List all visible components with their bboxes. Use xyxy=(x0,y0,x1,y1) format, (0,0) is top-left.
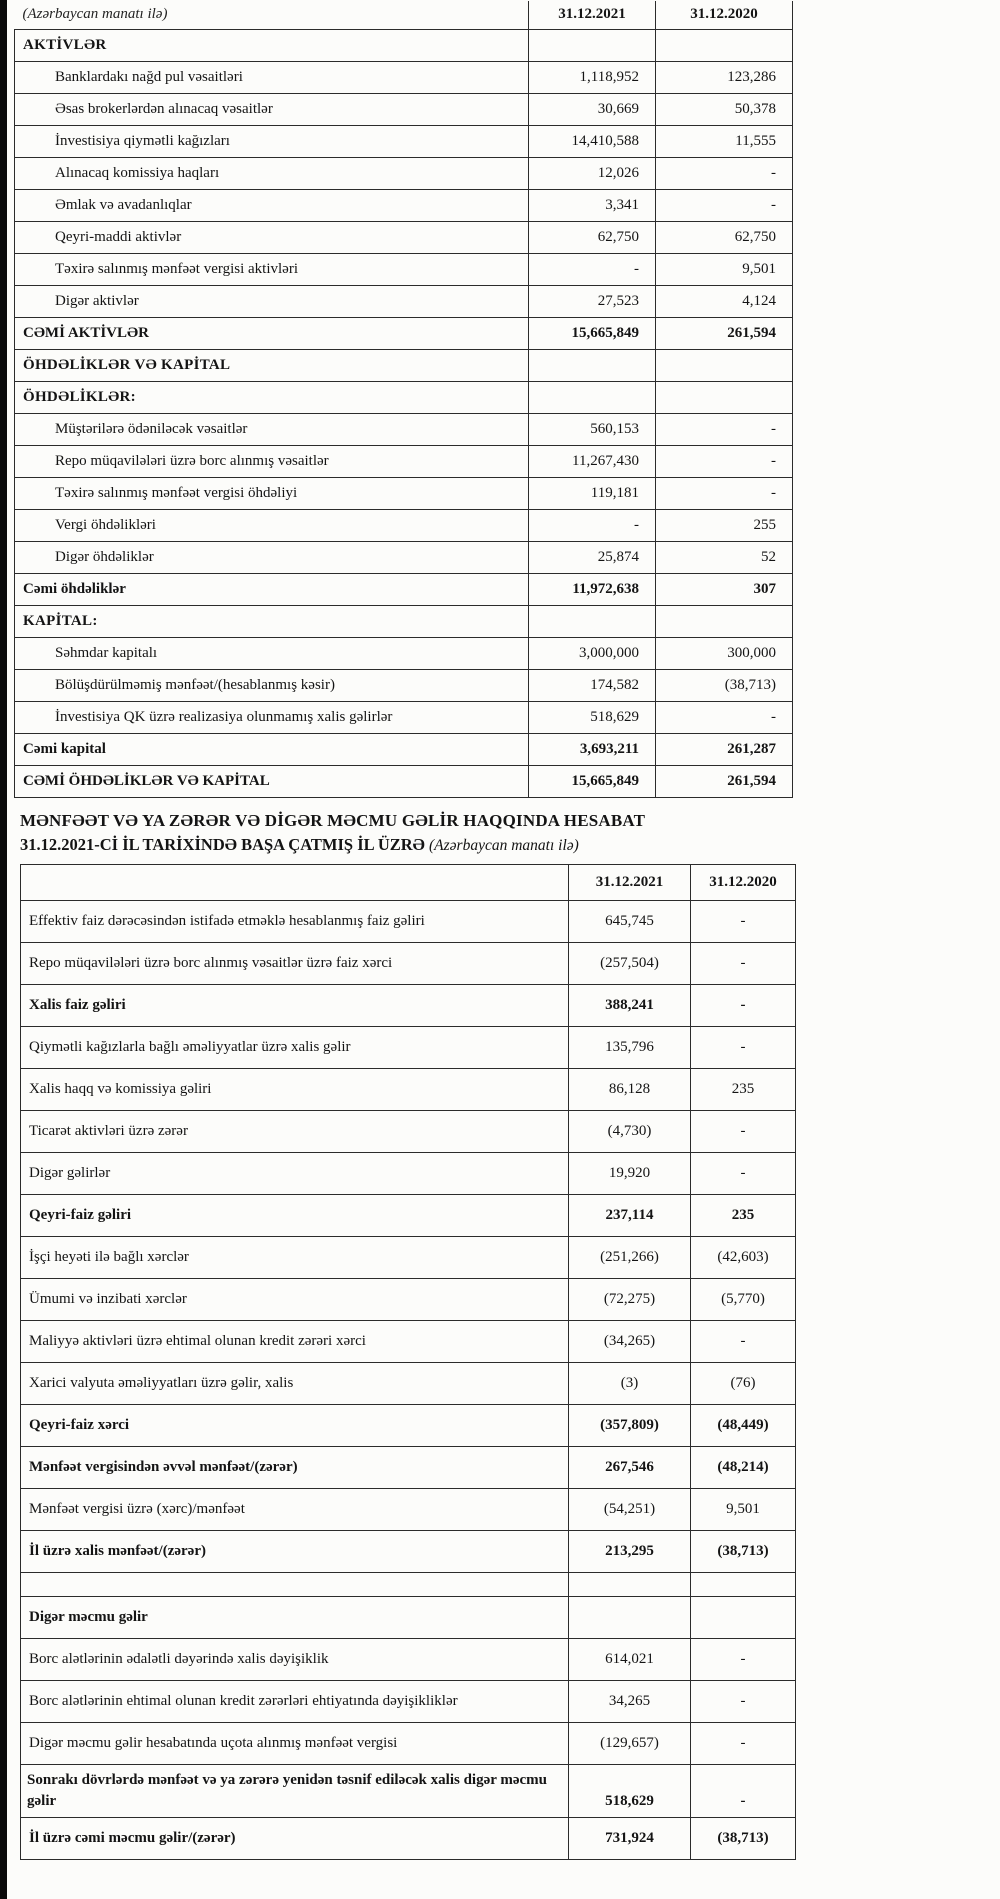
table-row xyxy=(21,1153,796,1195)
row-value-2021: 14,410,588 xyxy=(529,126,656,158)
row-label: Digər öhdəliklər xyxy=(15,542,529,574)
currency-note: (Azərbaycan manatı ilə) xyxy=(429,837,579,854)
row-label: Repo müqavilələri üzrə borc alınmış vəsaitlər üzrə faiz xərci xyxy=(21,943,569,985)
table-row xyxy=(21,1531,796,1573)
row-value-2021: 3,000,000 xyxy=(529,638,656,670)
table-row xyxy=(15,542,793,574)
table-row xyxy=(15,222,793,254)
row-value-2021: 119,181 xyxy=(529,478,656,510)
row-value-2021: 213,295 xyxy=(569,1531,691,1573)
table-row xyxy=(15,126,793,158)
table-row xyxy=(15,478,793,510)
table-row xyxy=(21,1279,796,1321)
table-row xyxy=(21,1111,796,1153)
row-label: Xalis faiz gəliri xyxy=(21,985,569,1027)
table-row xyxy=(15,670,793,702)
row-value-2020: (38,713) xyxy=(656,670,793,702)
row-value-2020: - xyxy=(691,1723,796,1765)
column-header-2020: 31.12.2020 xyxy=(656,1,793,30)
row-value-2021: 62,750 xyxy=(529,222,656,254)
table-row xyxy=(21,1237,796,1279)
row-value-2021 xyxy=(529,350,656,382)
row-value-2020: 255 xyxy=(656,510,793,542)
row-value-2020 xyxy=(656,606,793,638)
table-row xyxy=(15,414,793,446)
scan-left-border xyxy=(0,0,7,1899)
column-header-2021: 31.12.2021 xyxy=(529,1,656,30)
row-value-2020: - xyxy=(691,1639,796,1681)
table-row xyxy=(15,702,793,734)
statement-subtitle-line xyxy=(20,835,990,855)
table-row xyxy=(15,30,793,62)
row-value-2020: 4,124 xyxy=(656,286,793,318)
row-label: Mənfəət vergisindən əvvəl mənfəət/(zərər) xyxy=(21,1447,569,1489)
row-value-2021: (3) xyxy=(569,1363,691,1405)
row-label: Xarici valyuta əməliyyatları üzrə gəlir, xalis xyxy=(21,1363,569,1405)
row-value-2020: 261,287 xyxy=(656,734,793,766)
row-label: Təxirə salınmış mənfəət vergisi öhdəliyi xyxy=(15,478,529,510)
row-label: Mənfəət vergisi üzrə (xərc)/mənfəət xyxy=(21,1489,569,1531)
row-label: Cəmi öhdəliklər xyxy=(15,574,529,606)
table-row xyxy=(21,1723,796,1765)
table-row xyxy=(21,1447,796,1489)
row-label: Qiymətli kağızlarla bağlı əməliyyatlar üzrə xalis gəlir xyxy=(21,1027,569,1069)
row-value-2021: 3,341 xyxy=(529,190,656,222)
row-label: Digər məcmu gəlir hesabatında uçota alınmış mənfəət vergisi xyxy=(21,1723,569,1765)
row-label: Səhmdar kapitalı xyxy=(15,638,529,670)
row-label: Alınacaq komissiya haqları xyxy=(15,158,529,190)
row-value-2021: 518,629 xyxy=(569,1765,691,1818)
row-value-2020: 52 xyxy=(656,542,793,574)
table-row xyxy=(15,158,793,190)
row-label: Effektiv faiz dərəcəsindən istifadə etməklə hesablanmış faiz gəliri xyxy=(21,901,569,943)
row-value-2020: (76) xyxy=(691,1363,796,1405)
row-value-2020: - xyxy=(656,190,793,222)
table-row xyxy=(15,62,793,94)
row-value-2020: - xyxy=(691,1321,796,1363)
row-value-2021: 645,745 xyxy=(569,901,691,943)
column-header-2020: 31.12.2020 xyxy=(691,865,796,901)
table-row xyxy=(15,574,793,606)
empty-header-cell xyxy=(21,865,569,901)
row-value-2020: - xyxy=(691,1111,796,1153)
balance-sheet-body xyxy=(15,30,793,798)
row-value-2020: (48,449) xyxy=(691,1405,796,1447)
row-value-2021: 560,153 xyxy=(529,414,656,446)
row-value-2020: - xyxy=(691,901,796,943)
row-value-2020: 11,555 xyxy=(656,126,793,158)
row-label: Vergi öhdəlikləri xyxy=(15,510,529,542)
column-header-2021: 31.12.2021 xyxy=(569,865,691,901)
row-value-2021: 15,665,849 xyxy=(529,766,656,798)
row-value-2021: (54,251) xyxy=(569,1489,691,1531)
table-row xyxy=(21,1765,796,1818)
row-label: İl üzrə xalis mənfəət/(zərər) xyxy=(21,1531,569,1573)
row-value-2021: (357,809) xyxy=(569,1405,691,1447)
row-value-2020: (5,770) xyxy=(691,1279,796,1321)
income-statement-body xyxy=(21,901,796,1860)
row-label: Borc alətlərinin ədalətli dəyərində xalis dəyişiklik xyxy=(21,1639,569,1681)
table-row xyxy=(15,766,793,798)
row-label: Əsas brokerlərdən alınacaq vəsaitlər xyxy=(15,94,529,126)
row-value-2021: (72,275) xyxy=(569,1279,691,1321)
row-label: Sonrakı dövrlərdə mənfəət və ya zərərə yenidən təsnif ediləcək xalis digər məcmu gəlir xyxy=(21,1765,569,1818)
table-row xyxy=(21,943,796,985)
row-value-2020: 62,750 xyxy=(656,222,793,254)
row-label: Qeyri-maddi aktivlər xyxy=(15,222,529,254)
row-value-2020: - xyxy=(691,1027,796,1069)
row-label: Qeyri-faiz gəliri xyxy=(21,1195,569,1237)
row-value-2021: 30,669 xyxy=(529,94,656,126)
row-label: CƏMİ AKTİVLƏR xyxy=(15,318,529,350)
row-value-2020: 307 xyxy=(656,574,793,606)
row-value-2020: - xyxy=(656,414,793,446)
row-value-2021: 174,582 xyxy=(529,670,656,702)
row-label: Banklardakı nağd pul vəsaitləri xyxy=(15,62,529,94)
income-statement-header-row xyxy=(21,865,796,901)
table-row xyxy=(21,1363,796,1405)
row-value-2021 xyxy=(529,30,656,62)
row-value-2021: 12,026 xyxy=(529,158,656,190)
row-label: Borc alətlərinin ehtimal olunan kredit zərərləri ehtiyatında dəyişikliklər xyxy=(21,1681,569,1723)
row-value-2020 xyxy=(656,350,793,382)
table-row xyxy=(21,1573,796,1597)
row-label: Repo müqavilələri üzrə borc alınmış vəsaitlər xyxy=(15,446,529,478)
row-value-2020: 235 xyxy=(691,1069,796,1111)
row-value-2020: - xyxy=(691,1153,796,1195)
row-label: İl üzrə cəmi məcmu gəlir/(zərər) xyxy=(21,1818,569,1860)
row-value-2021: - xyxy=(529,254,656,286)
table-row xyxy=(15,734,793,766)
row-value-2021: 3,693,211 xyxy=(529,734,656,766)
table-row xyxy=(21,1818,796,1860)
row-value-2021: 19,920 xyxy=(569,1153,691,1195)
row-label: Müştərilərə ödəniləcək vəsaitlər xyxy=(15,414,529,446)
row-value-2021: (4,730) xyxy=(569,1111,691,1153)
row-label: Qeyri-faiz xərci xyxy=(21,1405,569,1447)
row-value-2021 xyxy=(569,1573,691,1597)
table-row xyxy=(15,286,793,318)
balance-sheet-header-row xyxy=(15,1,793,30)
row-value-2020 xyxy=(656,30,793,62)
table-row xyxy=(15,382,793,414)
table-row xyxy=(21,1405,796,1447)
row-label: İşçi heyəti ilə bağlı xərclər xyxy=(21,1237,569,1279)
row-label: Ticarət aktivləri üzrə zərər xyxy=(21,1111,569,1153)
currency-note-text: (Azərbaycan manatı ilə) xyxy=(22,6,168,22)
row-label: CƏMİ ÖHDƏLİKLƏR VƏ KAPİTAL xyxy=(15,766,529,798)
table-row xyxy=(15,638,793,670)
row-label: Bölüşdürülməmiş mənfəət/(hesablanmış kəsir) xyxy=(15,670,529,702)
row-value-2021: 614,021 xyxy=(569,1639,691,1681)
row-value-2020 xyxy=(691,1573,796,1597)
row-value-2021 xyxy=(529,382,656,414)
row-value-2021 xyxy=(529,606,656,638)
table-row xyxy=(15,94,793,126)
row-value-2020 xyxy=(656,382,793,414)
row-value-2020 xyxy=(691,1597,796,1639)
row-value-2020: 300,000 xyxy=(656,638,793,670)
row-label: ÖHDƏLİKLƏR VƏ KAPİTAL xyxy=(15,350,529,382)
row-label: Ümumi və inzibati xərclər xyxy=(21,1279,569,1321)
row-value-2020: 9,501 xyxy=(691,1489,796,1531)
table-row xyxy=(15,318,793,350)
row-value-2020: (48,214) xyxy=(691,1447,796,1489)
row-label: Digər aktivlər xyxy=(15,286,529,318)
row-label: İnvestisiya QK üzrə realizasiya olunmamış xalis gəlirlər xyxy=(15,702,529,734)
table-row xyxy=(21,1027,796,1069)
row-label: Cəmi kapital xyxy=(15,734,529,766)
currency-note-fragment xyxy=(15,1,529,30)
row-label: Digər gəlirlər xyxy=(21,1153,569,1195)
row-value-2021: 135,796 xyxy=(569,1027,691,1069)
balance-sheet-table xyxy=(14,1,793,798)
table-row xyxy=(21,1681,796,1723)
row-label: Digər məcmu gəlir xyxy=(21,1597,569,1639)
table-row xyxy=(21,1597,796,1639)
row-label: Xalis haqq və komissiya gəliri xyxy=(21,1069,569,1111)
table-row xyxy=(15,190,793,222)
income-statement-title-block xyxy=(20,811,990,855)
row-label: Təxirə salınmış mənfəət vergisi aktivləri xyxy=(15,254,529,286)
row-value-2020: - xyxy=(691,943,796,985)
row-value-2021: (129,657) xyxy=(569,1723,691,1765)
row-value-2021: 237,114 xyxy=(569,1195,691,1237)
row-label: İnvestisiya qiymətli kağızları xyxy=(15,126,529,158)
row-value-2021: (251,266) xyxy=(569,1237,691,1279)
table-row xyxy=(15,606,793,638)
table-row xyxy=(15,350,793,382)
row-value-2020: - xyxy=(656,702,793,734)
row-value-2021: 518,629 xyxy=(529,702,656,734)
row-label: Əmlak və avadanlıqlar xyxy=(15,190,529,222)
table-row xyxy=(21,1639,796,1681)
row-label: ÖHDƏLİKLƏR: xyxy=(15,382,529,414)
income-statement-table xyxy=(20,864,796,1860)
row-value-2021: 86,128 xyxy=(569,1069,691,1111)
row-label xyxy=(21,1573,569,1597)
row-label: Maliyyə aktivləri üzrə ehtimal olunan kredit zərəri xərci xyxy=(21,1321,569,1363)
row-value-2020: - xyxy=(656,158,793,190)
row-value-2021: 25,874 xyxy=(529,542,656,574)
statement-title: MƏNFƏƏT VƏ YA ZƏRƏR VƏ DİGƏR MƏCMU GƏLİR HAQQINDA HESABAT xyxy=(20,811,646,830)
row-value-2021: 27,523 xyxy=(529,286,656,318)
row-value-2021: 267,546 xyxy=(569,1447,691,1489)
table-row xyxy=(21,1195,796,1237)
row-value-2021: - xyxy=(529,510,656,542)
row-value-2021: 11,972,638 xyxy=(529,574,656,606)
table-row xyxy=(21,901,796,943)
row-value-2021: 15,665,849 xyxy=(529,318,656,350)
row-value-2020: 9,501 xyxy=(656,254,793,286)
row-label: AKTİVLƏR xyxy=(15,30,529,62)
row-value-2021: (34,265) xyxy=(569,1321,691,1363)
table-row xyxy=(21,1321,796,1363)
row-value-2021: 34,265 xyxy=(569,1681,691,1723)
row-value-2020: - xyxy=(691,985,796,1027)
row-value-2020: (38,713) xyxy=(691,1818,796,1860)
row-value-2021: 731,924 xyxy=(569,1818,691,1860)
row-value-2020: - xyxy=(656,446,793,478)
row-value-2020: 123,286 xyxy=(656,62,793,94)
row-value-2020: - xyxy=(691,1681,796,1723)
table-row xyxy=(21,985,796,1027)
row-value-2021: 11,267,430 xyxy=(529,446,656,478)
table-row xyxy=(15,510,793,542)
row-value-2020: (38,713) xyxy=(691,1531,796,1573)
table-row xyxy=(15,446,793,478)
row-value-2021 xyxy=(569,1597,691,1639)
row-value-2020: 235 xyxy=(691,1195,796,1237)
row-value-2020: - xyxy=(691,1765,796,1818)
table-row xyxy=(15,254,793,286)
table-row xyxy=(21,1069,796,1111)
statement-period: 31.12.2021-Cİ İL TARİXİNDƏ BAŞA ÇATMIŞ İL ÜZRƏ xyxy=(20,835,425,854)
row-label: KAPİTAL: xyxy=(15,606,529,638)
table-row xyxy=(21,1489,796,1531)
row-value-2021: 1,118,952 xyxy=(529,62,656,94)
row-value-2020: (42,603) xyxy=(691,1237,796,1279)
row-value-2021: (257,504) xyxy=(569,943,691,985)
row-value-2020: 261,594 xyxy=(656,766,793,798)
row-value-2020: 50,378 xyxy=(656,94,793,126)
row-value-2021: 388,241 xyxy=(569,985,691,1027)
row-value-2020: - xyxy=(656,478,793,510)
row-value-2020: 261,594 xyxy=(656,318,793,350)
